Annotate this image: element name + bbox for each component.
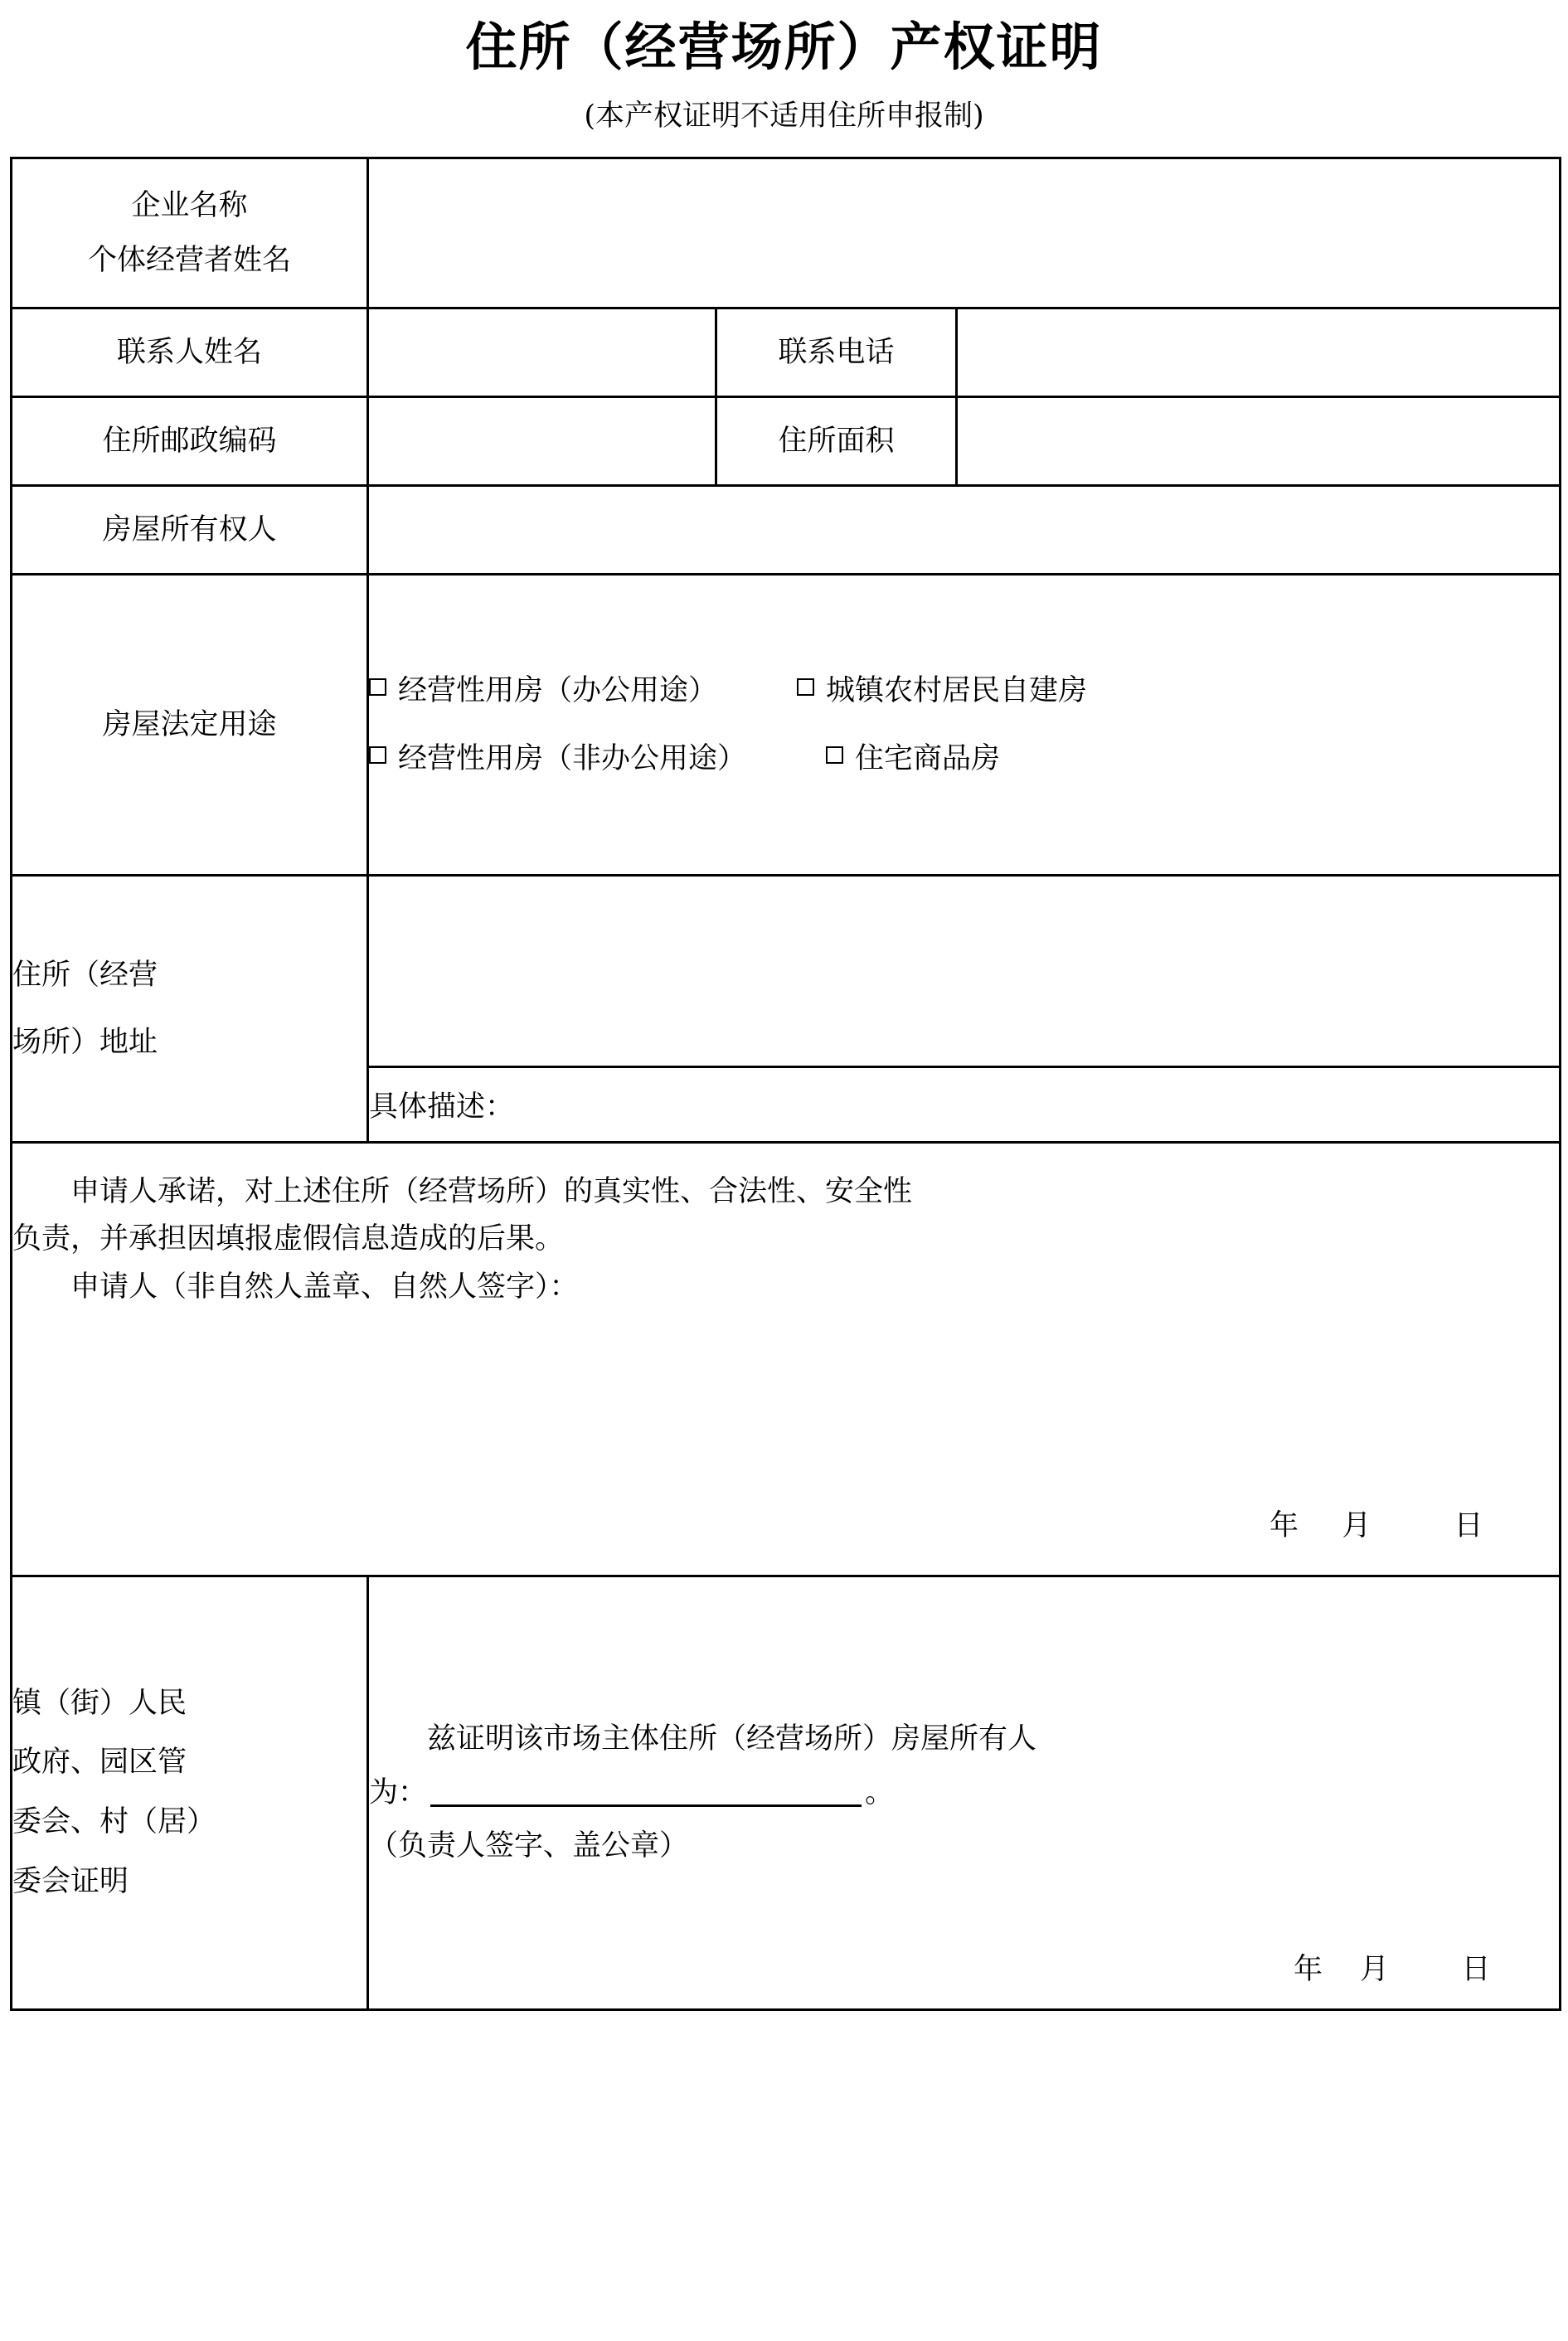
- usage-option-label-4: 住宅商品房: [855, 742, 1001, 775]
- contact-phone-field[interactable]: [957, 308, 1561, 397]
- government-date-day: 日: [1461, 1953, 1491, 1987]
- table-row-contact: [12, 308, 1561, 397]
- promise-text-line1: 申请人承诺，对上述住所（经营场所）的真实性、合法性、安全性: [70, 1174, 913, 1208]
- page-title: 住所（经营场所）产权证明: [465, 17, 1103, 77]
- applicant-signature-label[interactable]: 申请人（非自然人盖章、自然人签字）：: [70, 1270, 579, 1304]
- table-row-promise: [12, 1143, 1561, 1576]
- usage-option-group-1: [369, 657, 1559, 725]
- area-field[interactable]: [957, 397, 1561, 486]
- contact-name-label: 联系人姓名: [12, 308, 368, 397]
- government-label-line1: 镇（街）人民: [12, 1686, 187, 1720]
- usage-option-label-1: 经营性用房（办公用途）: [398, 673, 718, 707]
- usage-option-label-2: 城镇农村居民自建房: [826, 673, 1088, 707]
- checkbox-icon-usage-4[interactable]: [826, 746, 843, 764]
- address-label-line2: 场所）地址: [12, 1025, 158, 1059]
- government-date-line[interactable]: [1294, 1943, 1526, 1997]
- government-label: [12, 1576, 368, 2010]
- company-name-field[interactable]: [368, 158, 1561, 308]
- usage-label: 房屋法定用途: [12, 575, 368, 876]
- government-owner-line: [369, 1766, 1559, 1820]
- government-body-suffix: 。: [865, 1775, 895, 1809]
- address-label-line1: 住所（经营: [12, 959, 158, 992]
- government-body-line1: 兹证明该市场主体住所（经营场所）房屋所有人: [427, 1722, 1037, 1756]
- table-row-postcode-area: [12, 397, 1561, 486]
- checkbox-icon-usage-2[interactable]: [797, 678, 814, 696]
- table-row-government-certification: [12, 1576, 1561, 2010]
- contact-phone-label: 联系电话: [716, 308, 957, 397]
- table-row-address: [12, 876, 1561, 1067]
- checkbox-icon-usage-3[interactable]: [369, 746, 386, 764]
- contact-name-field[interactable]: [368, 308, 716, 397]
- usage-options-cell: [368, 575, 1561, 876]
- address-description-label: 具体描述：: [369, 1090, 515, 1124]
- promise-date-day: 日: [1454, 1508, 1483, 1542]
- government-owner-field[interactable]: [430, 1775, 862, 1807]
- government-seal-note: （负责人签字、盖公章）: [369, 1829, 689, 1863]
- table-row-company-name: [12, 158, 1561, 308]
- government-label-line2: 政府、园区管: [12, 1746, 187, 1780]
- address-label: [12, 876, 368, 1143]
- table-row-owner: [12, 486, 1561, 575]
- checkbox-icon-usage-1[interactable]: [369, 678, 386, 696]
- document-page: [0, 7, 1568, 2341]
- owner-label: 房屋所有权人: [12, 486, 368, 575]
- promise-date-year: 年: [1269, 1508, 1299, 1542]
- property-certificate-table: [10, 157, 1561, 2011]
- government-date-month: 月: [1359, 1953, 1389, 1987]
- company-name-label-line1: 企业名称: [131, 188, 248, 222]
- government-body-cell: [368, 1576, 1561, 2010]
- postcode-label: 住所邮政编码: [12, 397, 368, 486]
- promise-text-line2: 负责，并承担因填报虚假信息造成的后果。: [12, 1222, 565, 1256]
- promise-date-month: 月: [1342, 1508, 1371, 1542]
- company-name-label: [12, 158, 368, 308]
- government-label-line3: 委会、村（居）: [12, 1805, 216, 1838]
- usage-option-label-3: 经营性用房（非办公用途）: [398, 742, 747, 775]
- promise-cell: [12, 1143, 1561, 1576]
- promise-date-line[interactable]: [12, 1503, 1559, 1551]
- company-name-label-line2: 个体经营者姓名: [87, 244, 291, 277]
- address-description-cell[interactable]: [368, 1067, 1561, 1143]
- page-subtitle: (本产权证明不适用住所申报制): [584, 99, 984, 133]
- table-row-usage: [12, 575, 1561, 876]
- applicant-signature-area[interactable]: [12, 1312, 1559, 1503]
- government-date-year: 年: [1293, 1953, 1323, 1987]
- usage-option-group-2: [369, 725, 1559, 793]
- postcode-field[interactable]: [368, 397, 716, 486]
- government-body-prefix: 为：: [369, 1775, 428, 1809]
- government-label-line4: 委会证明: [12, 1864, 129, 1898]
- address-field[interactable]: [368, 876, 1561, 1067]
- owner-field[interactable]: [368, 486, 1561, 575]
- area-label: 住所面积: [716, 397, 957, 486]
